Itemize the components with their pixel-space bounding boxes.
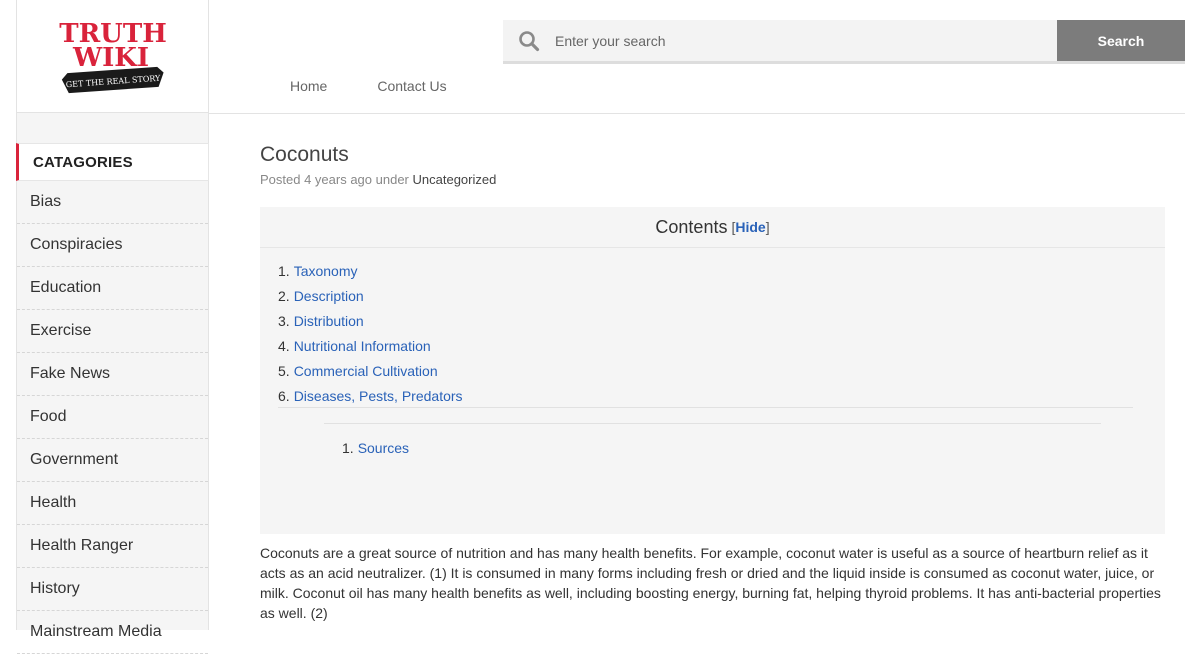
post-meta xyxy=(260,172,1165,187)
categories-section xyxy=(17,113,208,640)
category-item-history[interactable]: History xyxy=(17,568,208,611)
toc-item xyxy=(278,359,463,384)
toc-link-taxonomy[interactable]: Taxonomy xyxy=(293,263,358,279)
toc-link-distribution[interactable]: Distribution xyxy=(293,313,364,329)
search-input[interactable] xyxy=(555,20,1057,61)
toc-hide-link[interactable]: Hide xyxy=(735,219,766,235)
category-item-government[interactable]: Government xyxy=(17,439,208,482)
toc-toggle xyxy=(731,219,769,235)
nav-contact-us-link[interactable]: Contact Us xyxy=(377,78,447,94)
main-nav xyxy=(290,78,447,94)
category-item-fake-news[interactable]: Fake News xyxy=(17,353,208,396)
toc-link-description[interactable]: Description xyxy=(293,288,364,304)
nav-home-link[interactable]: Home xyxy=(290,78,328,94)
toc-link-diseases-pests-predators[interactable]: Diseases, Pests, Predators xyxy=(293,388,463,404)
logo-area xyxy=(17,0,208,113)
table-of-contents xyxy=(260,207,1165,534)
toc-item-number: 6. xyxy=(278,388,290,404)
toc-bracket-close: ] xyxy=(765,219,770,235)
category-item-bias[interactable]: Bias xyxy=(17,181,208,224)
svg-text:GET THE REAL STORY: GET THE REAL STORY xyxy=(65,73,161,90)
svg-text:TRUTH: TRUTH xyxy=(58,19,167,49)
toc-item xyxy=(278,284,463,309)
toc-item-number: 4. xyxy=(278,338,290,354)
toc-list xyxy=(278,259,463,409)
toc-item xyxy=(278,309,463,334)
toc-divider xyxy=(278,407,1133,408)
post-body-paragraph: Coconuts are a great source of nutrition and has many health benefits. For example, coconut water is useful as a source of heartburn relief as it acts as an acid neutralizer. (1) It is consumed in many forms including fresh or dried and the liquid inside is consumed as coconut water, juice, or milk. Coconut oil has many health benefits as well, including boosting energy, burning fat, helping thyroid problems. It has anti-bacterial properties as well. (2) xyxy=(260,545,1161,621)
toc-item xyxy=(278,259,463,284)
toc-subdivider xyxy=(324,423,1101,424)
category-item-conspiracies[interactable]: Conspiracies xyxy=(17,224,208,267)
toc-link-commercial-cultivation[interactable]: Commercial Cultivation xyxy=(293,363,438,379)
categories-header: CATAGORIES xyxy=(16,143,209,181)
search-button[interactable]: Search xyxy=(1057,20,1185,61)
toc-sub-item-number: 1. xyxy=(342,440,354,456)
category-list xyxy=(17,181,208,654)
post-category-link[interactable]: Uncategorized xyxy=(412,172,497,187)
toc-link-nutritional-information[interactable]: Nutritional Information xyxy=(293,338,431,354)
toc-header xyxy=(260,207,1165,248)
toc-item-number: 1. xyxy=(278,263,290,279)
sidebar xyxy=(16,0,209,640)
category-item-exercise[interactable]: Exercise xyxy=(17,310,208,353)
toc-item xyxy=(278,384,463,409)
category-item-education[interactable]: Education xyxy=(17,267,208,310)
toc-title: Contents xyxy=(655,216,728,237)
toc-item-number: 3. xyxy=(278,313,290,329)
category-item-mainstream-media[interactable]: Mainstream Media xyxy=(17,611,208,654)
header-divider xyxy=(209,113,1185,114)
category-item-health-ranger[interactable]: Health Ranger xyxy=(17,525,208,568)
toc-link-sources[interactable]: Sources xyxy=(357,440,410,456)
search-icon[interactable] xyxy=(503,20,555,61)
toc-item-number: 2. xyxy=(278,288,290,304)
post-title: Coconuts xyxy=(260,143,349,166)
toc-item-number: 5. xyxy=(278,363,290,379)
search-bar xyxy=(503,20,1185,64)
toc-bracket-open: [ xyxy=(731,219,736,235)
toc-item xyxy=(278,334,463,359)
toc-sub-item xyxy=(342,436,409,461)
category-item-food[interactable]: Food xyxy=(17,396,208,439)
post-meta-text: Posted 4 years ago under xyxy=(260,172,409,187)
svg-text:WIKI: WIKI xyxy=(72,43,149,73)
category-item-health[interactable]: Health xyxy=(17,482,208,525)
truth-wiki-logo[interactable] xyxy=(58,18,168,94)
main-content xyxy=(260,140,1165,621)
